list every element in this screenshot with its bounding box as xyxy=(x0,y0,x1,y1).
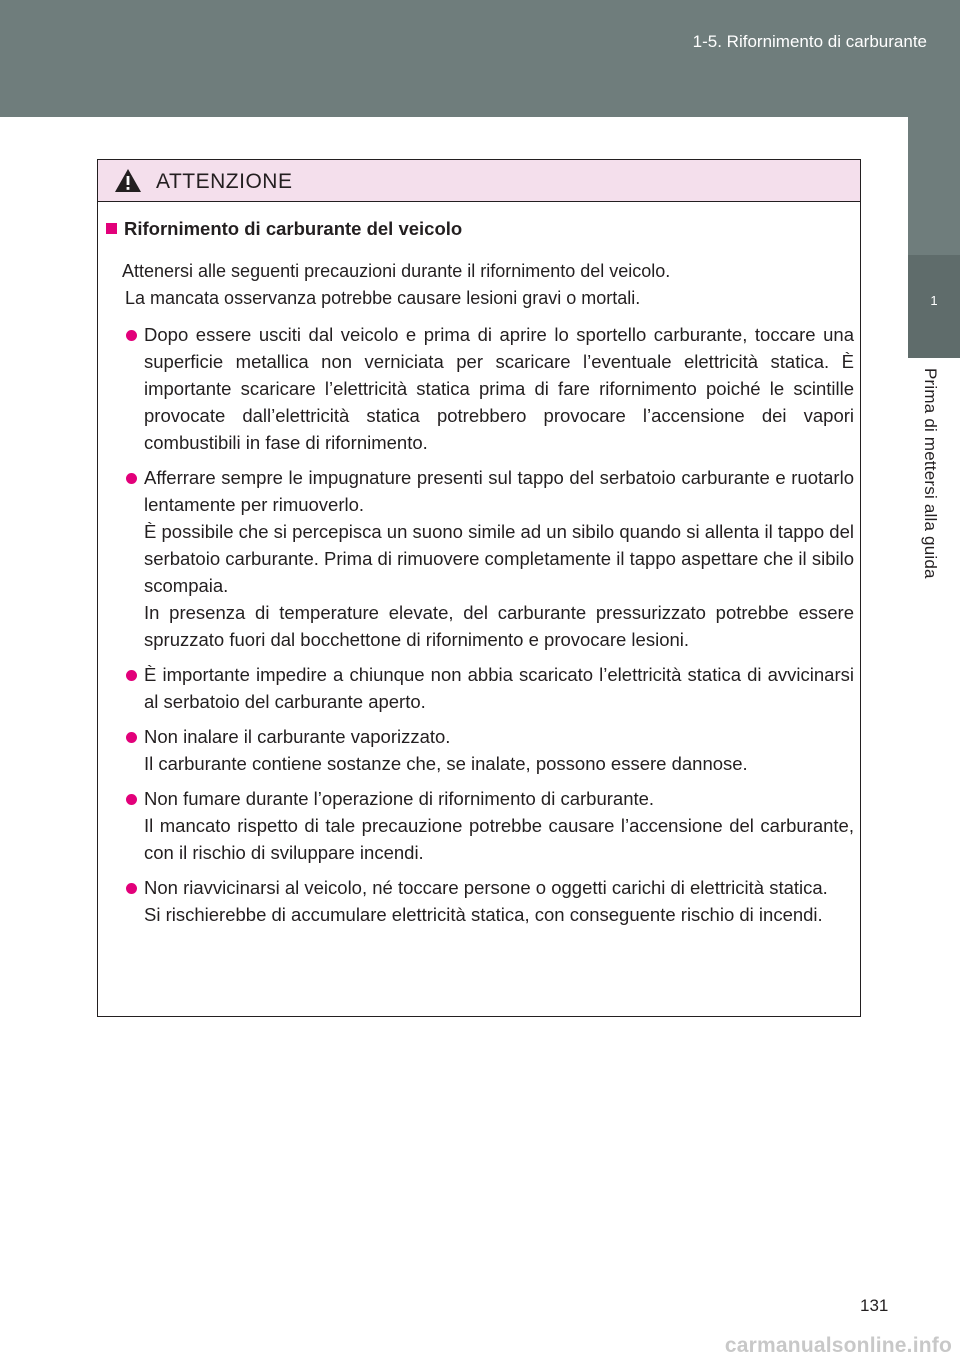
list-item xyxy=(124,321,854,456)
section-title-text: Rifornimento di carburante del veicolo xyxy=(124,218,463,239)
chapter-number: 1 xyxy=(930,293,938,308)
intro-line: Attenersi alle seguenti precauzioni durante il rifornimento del veicolo. xyxy=(122,261,671,281)
bullet-paragraph: È importante impedire a chiunque non abbia scaricato l’elettricità statica di avvicinarsi al serbatoio del carburante aperto. xyxy=(144,664,854,712)
list-item xyxy=(124,464,854,653)
warning-box xyxy=(97,159,861,1017)
bullet-paragraph: Afferrare sempre le impugnature presenti sul tappo del serbatoio carburante e ruotarlo lentamente per rimuoverlo. xyxy=(144,467,854,515)
bullet-paragraph: Non riavvicinarsi al veicolo, né toccare persone o oggetti carichi di elettricità statica. xyxy=(144,877,828,898)
bullet-dot-icon xyxy=(126,883,137,894)
square-bullet-icon xyxy=(106,223,117,234)
intro-text xyxy=(122,258,842,312)
list-item xyxy=(124,785,854,866)
warning-title: ATTENZIONE xyxy=(156,170,293,193)
intro-line: La mancata osservanza potrebbe causare lesioni gravi o mortali. xyxy=(125,288,641,308)
bullet-paragraph: Il carburante contiene sostanze che, se inalate, possono essere dannose. xyxy=(144,753,748,774)
header-bar xyxy=(0,0,960,117)
watermark: carmanualsonline.info xyxy=(724,1334,952,1357)
bullet-paragraph: Non inalare il carburante vaporizzato. xyxy=(144,726,451,747)
bullet-paragraph: Il mancato rispetto di tale precauzione potrebbe causare l’accensione del carburante, con il rischio di sviluppare incendi. xyxy=(144,815,854,863)
warning-triangle-icon xyxy=(114,168,142,193)
bullet-dot-icon xyxy=(126,794,137,805)
chapter-label: Prima di mettersi alla guida xyxy=(921,368,940,579)
bullet-paragraph: Dopo essere usciti dal veicolo e prima di aprire lo sportello carburante, toccare una superficie metallica non verniciata per scaricare l’eventuale elettricità statica. È importante scaricare l’elettricità statica prima di fare rifornimento poiché le scintille provocate dall’elettricità statica potrebbero provocare l’accensione dei vapori combustibili in fase di rifornimento. xyxy=(144,324,854,453)
page-number: 131 xyxy=(860,1296,889,1315)
bullet-dot-icon xyxy=(126,732,137,743)
bullet-dot-icon xyxy=(126,670,137,681)
bullet-dot-icon xyxy=(126,330,137,341)
side-tab-upper xyxy=(908,117,960,255)
bullet-paragraph: È possibile che si percepisca un suono simile ad un sibilo quando si allenta il tappo del serbatoio carburante. Prima di rimuovere completamente il tappo aspettare che il sibilo scompaia. xyxy=(144,521,854,596)
list-item xyxy=(124,723,854,777)
bullet-paragraph: Si rischierebbe di accumulare elettricità statica, con conseguente rischio di incendi. xyxy=(144,904,823,925)
list-item xyxy=(124,661,854,715)
bullet-list xyxy=(124,321,854,936)
bullet-paragraph: Non fumare durante l’operazione di rifornimento di carburante. xyxy=(144,788,655,809)
warning-header xyxy=(98,160,860,202)
section-header-title: 1-5. Rifornimento di carburante xyxy=(692,32,927,51)
bullet-dot-icon xyxy=(126,473,137,484)
list-item xyxy=(124,874,854,928)
bullet-paragraph: In presenza di temperature elevate, del carburante pressurizzato potrebbe essere spruzzato fuori dal bocchettone di rifornimento e provocare lesioni. xyxy=(144,602,854,650)
section-title xyxy=(106,218,462,240)
